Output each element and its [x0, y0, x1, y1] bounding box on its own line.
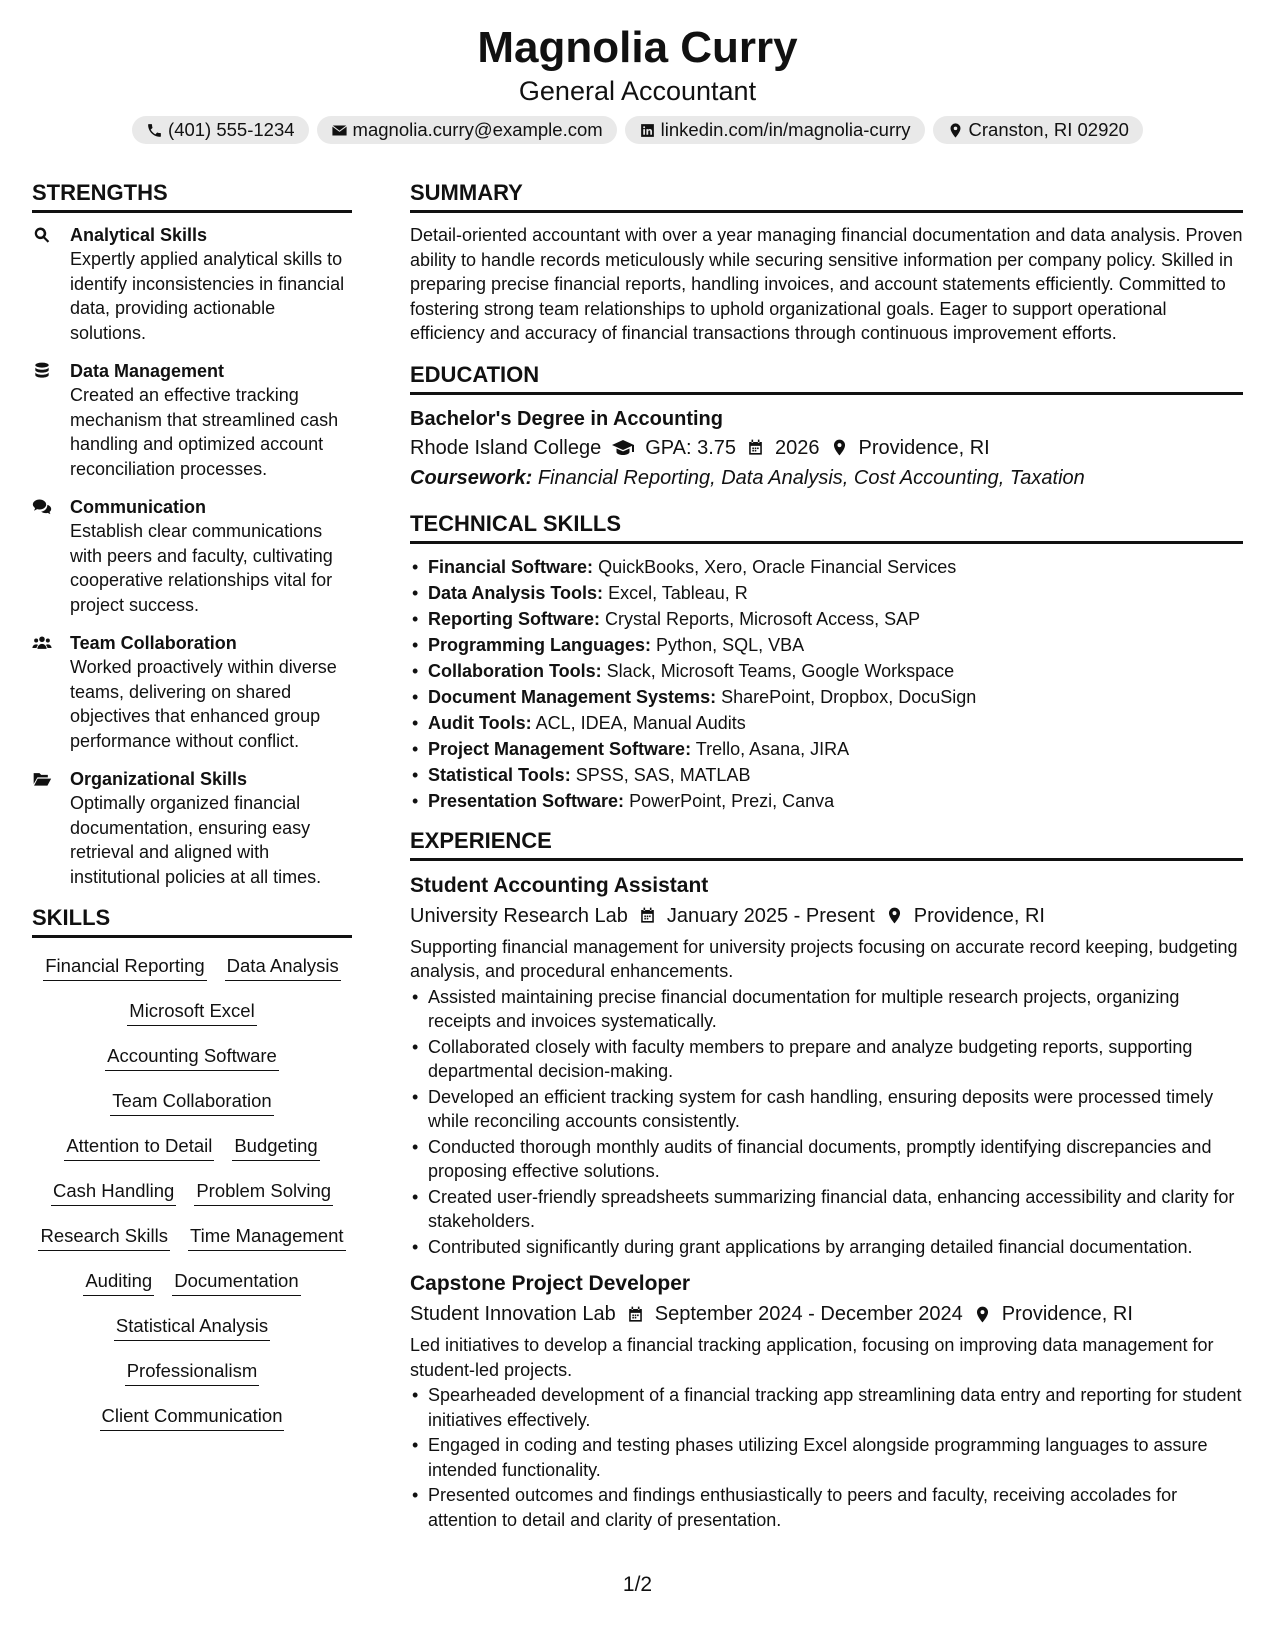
skill-row: [32, 1179, 352, 1224]
list-item: • Statistical Tools: SPSS, SAS, MATLAB: [410, 762, 1243, 788]
strength-title: Communication: [70, 497, 207, 517]
strength-title: Organizational Skills: [70, 769, 248, 789]
skill-tag: Problem Solving: [194, 1179, 333, 1206]
skill-tag: Cash Handling: [51, 1179, 176, 1206]
skill-tag: Budgeting: [232, 1134, 319, 1161]
contact-email-text: magnolia.curry@example.com: [352, 119, 603, 140]
list-item: • Spearheaded development of a financial tracking app streamlining data entry and reporting for student initiatives effectively.: [410, 1383, 1243, 1432]
candidate-name: Magnolia Curry: [477, 23, 798, 72]
strength-item: [32, 767, 352, 889]
list-item: • Collaboration Tools: Slack, Microsoft Teams, Google Workspace: [410, 658, 1243, 684]
left-column: [32, 178, 352, 1449]
job-entry: [410, 1269, 1243, 1532]
skill-tag: Time Management: [188, 1224, 346, 1251]
degree-title: Bachelor's Degree in Accounting: [410, 407, 723, 430]
job-entry: [410, 871, 1243, 1260]
list-item: • Document Management Systems: SharePoint, Dropbox, DocuSign: [410, 684, 1243, 710]
list-item: • Presentation Software: PowerPoint, Prezi, Canva: [410, 788, 1243, 814]
job-description: Led initiatives to develop a financial tracking application, focusing on improving data management for student-led projects.: [410, 1335, 1214, 1380]
strength-desc: Establish clear communications with peers and faculty, cultivating cooperative relationships vital for project success.: [70, 521, 333, 615]
job-bullets: [410, 985, 1243, 1260]
skill-tag: Team Collaboration: [110, 1089, 273, 1116]
list-item: • Developed an efficient tracking system for cash handling, ensuring deposits were processed timely while reconciling accounts consistently.: [410, 1085, 1243, 1134]
contact-linkedin[interactable]: [625, 116, 925, 144]
users-icon: [32, 633, 52, 653]
contact-phone[interactable]: [132, 116, 309, 144]
skill-tag: Documentation: [172, 1269, 300, 1296]
strength-desc: Worked proactively within diverse teams, delivering on shared objectives that enhanced group performance without conflict.: [70, 657, 337, 751]
search-icon: [32, 225, 52, 245]
graduation-year: 2026: [775, 436, 820, 459]
skill-tag: Professionalism: [125, 1359, 260, 1386]
location-icon: [973, 1305, 992, 1324]
phone-icon: [146, 122, 163, 139]
skill-tag: Accounting Software: [105, 1044, 279, 1071]
job-location: Providence, RI: [1001, 1303, 1133, 1325]
list-item: • Conducted thorough monthly audits of financial documents, promptly identifying discrepancies and proposing effective solutions.: [410, 1135, 1243, 1184]
job-dates: September 2024 - December 2024: [654, 1303, 963, 1325]
technical-skills-heading: TECHNICAL SKILLS: [410, 509, 1243, 544]
graduation-cap-icon: [611, 436, 635, 460]
list-item: • Engaged in coding and testing phases utilizing Excel alongside programming languages to assure intended functionality.: [410, 1433, 1243, 1482]
list-item: • Programming Languages: Python, SQL, VBA: [410, 632, 1243, 658]
strength-item: [32, 223, 352, 345]
job-bullets: [410, 1383, 1243, 1532]
list-item: • Contributed significantly during grant applications by arranging detailed financial documentation.: [410, 1235, 1243, 1260]
gpa-text: GPA: 3.75: [645, 436, 737, 459]
skill-tag: Research Skills: [38, 1224, 170, 1251]
strength-item: [32, 495, 352, 617]
skill-row: [32, 1224, 352, 1269]
list-item: • Presented outcomes and findings enthusiastically to peers and faculty, receiving accolades for attention to detail and clarity of presentation.: [410, 1483, 1243, 1532]
coursework-label: Coursework:: [410, 466, 533, 489]
education-heading: EDUCATION: [410, 360, 1243, 395]
strength-item: [32, 631, 352, 753]
skill-row: [32, 1269, 352, 1314]
database-icon: [32, 361, 52, 381]
experience-heading: EXPERIENCE: [410, 826, 1243, 861]
list-item: • Data Analysis Tools: Excel, Tableau, R: [410, 580, 1243, 606]
envelope-icon: [331, 122, 348, 139]
job-meta: [410, 1299, 1243, 1329]
school-location: Providence, RI: [858, 436, 990, 459]
skill-row: [32, 1359, 352, 1404]
skill-tag: Statistical Analysis: [114, 1314, 270, 1341]
location-icon: [885, 906, 904, 925]
strength-desc: Created an effective tracking mechanism that streamlined cash handling and optimized account reconciliation processes.: [70, 385, 339, 479]
list-item: • Financial Software: QuickBooks, Xero, Oracle Financial Services: [410, 554, 1243, 580]
skill-tag: Financial Reporting: [43, 954, 206, 981]
technical-skills-list: [410, 554, 1243, 814]
contact-linkedin-text: linkedin.com/in/magnolia-curry: [660, 119, 911, 140]
strength-title: Data Management: [70, 361, 225, 381]
list-item: • Project Management Software: Trello, Asana, JIRA: [410, 736, 1243, 762]
strength-title: Team Collaboration: [70, 633, 237, 653]
skill-tag: Auditing: [83, 1269, 154, 1296]
list-item: • Collaborated closely with faculty members to prepare and analyze budgeting reports, supporting departmental decision-making.: [410, 1035, 1243, 1084]
contact-email[interactable]: [317, 116, 617, 144]
list-item: • Created user-friendly spreadsheets summarizing financial data, enhancing accessibility and clarity for stakeholders.: [410, 1185, 1243, 1234]
contact-location[interactable]: [933, 116, 1143, 144]
resume-header: [0, 22, 1275, 144]
skill-tag: Data Analysis: [225, 954, 341, 981]
skill-row: [32, 1314, 352, 1359]
calendar-icon: [746, 438, 765, 457]
education-meta: [410, 433, 1243, 463]
list-item: • Assisted maintaining precise financial documentation for multiple research projects, organizing receipts and invoices systematically.: [410, 985, 1243, 1034]
skill-row: [32, 999, 352, 1044]
skill-tag: Attention to Detail: [64, 1134, 214, 1161]
job-location: Providence, RI: [913, 904, 1045, 927]
coursework-list: Financial Reporting, Data Analysis, Cost Accounting, Taxation: [537, 466, 1085, 489]
contact-location-text: Cranston, RI 02920: [968, 119, 1129, 140]
school-name: Rhode Island College: [410, 436, 602, 459]
list-item: • Audit Tools: ACL, IDEA, Manual Audits: [410, 710, 1243, 736]
right-column: [410, 178, 1243, 1542]
calendar-icon: [638, 906, 657, 925]
skill-row: [32, 954, 352, 999]
summary-text: Detail-oriented accountant with over a year managing financial documentation and data analysis. Proven ability to handle records meticulously while securing sensitive information per company policy. Skilled in preparing precise financial reports, handling invoices, and account statements efficiently. Committed to fostering strong team relationships to uphold organizational goals. Eager to support operational efficiency and accuracy of financial transactions through continuous improvement efforts.: [410, 225, 1243, 343]
strengths-heading: STRENGTHS: [32, 178, 352, 213]
candidate-title: General Accountant: [518, 76, 757, 106]
list-item: • Reporting Software: Crystal Reports, Microsoft Access, SAP: [410, 606, 1243, 632]
skill-row: [32, 1134, 352, 1179]
skills-heading: SKILLS: [32, 903, 352, 938]
contact-bar: [0, 116, 1275, 144]
strength-desc: Optimally organized financial documentation, ensuring easy retrieval and aligned with institutional policies at all times.: [70, 793, 322, 887]
contact-phone-text: (401) 555-1234: [168, 119, 295, 140]
folder-open-icon: [32, 769, 52, 789]
job-org: University Research Lab: [410, 904, 628, 927]
job-meta: [410, 901, 1243, 931]
job-title: Capstone Project Developer: [410, 1272, 691, 1295]
job-description: Supporting financial management for university projects focusing on accurate record keeping, budgeting analysis, and procedural enhancements.: [410, 936, 1238, 981]
summary-heading: SUMMARY: [410, 178, 1243, 213]
strength-desc: Expertly applied analytical skills to identify inconsistencies in financial data, providing actionable solutions.: [70, 249, 345, 343]
comments-icon: [32, 497, 52, 517]
linkedin-icon: [639, 122, 656, 139]
skills-list: [32, 952, 352, 1449]
skill-row: [32, 1404, 352, 1449]
strength-title: Analytical Skills: [70, 225, 208, 245]
location-icon: [830, 438, 849, 457]
skill-tag: Microsoft Excel: [127, 999, 256, 1026]
skill-row: [32, 1044, 352, 1089]
job-title: Student Accounting Assistant: [410, 873, 709, 897]
calendar-icon: [626, 1305, 645, 1324]
skill-row: [32, 1089, 352, 1134]
job-org: Student Innovation Lab: [410, 1303, 616, 1325]
skill-tag: Client Communication: [100, 1404, 285, 1431]
page-number: 1/2: [622, 1573, 653, 1596]
location-icon: [947, 122, 964, 139]
strength-item: [32, 359, 352, 481]
job-dates: January 2025 - Present: [666, 904, 875, 927]
coursework: [410, 463, 1243, 493]
